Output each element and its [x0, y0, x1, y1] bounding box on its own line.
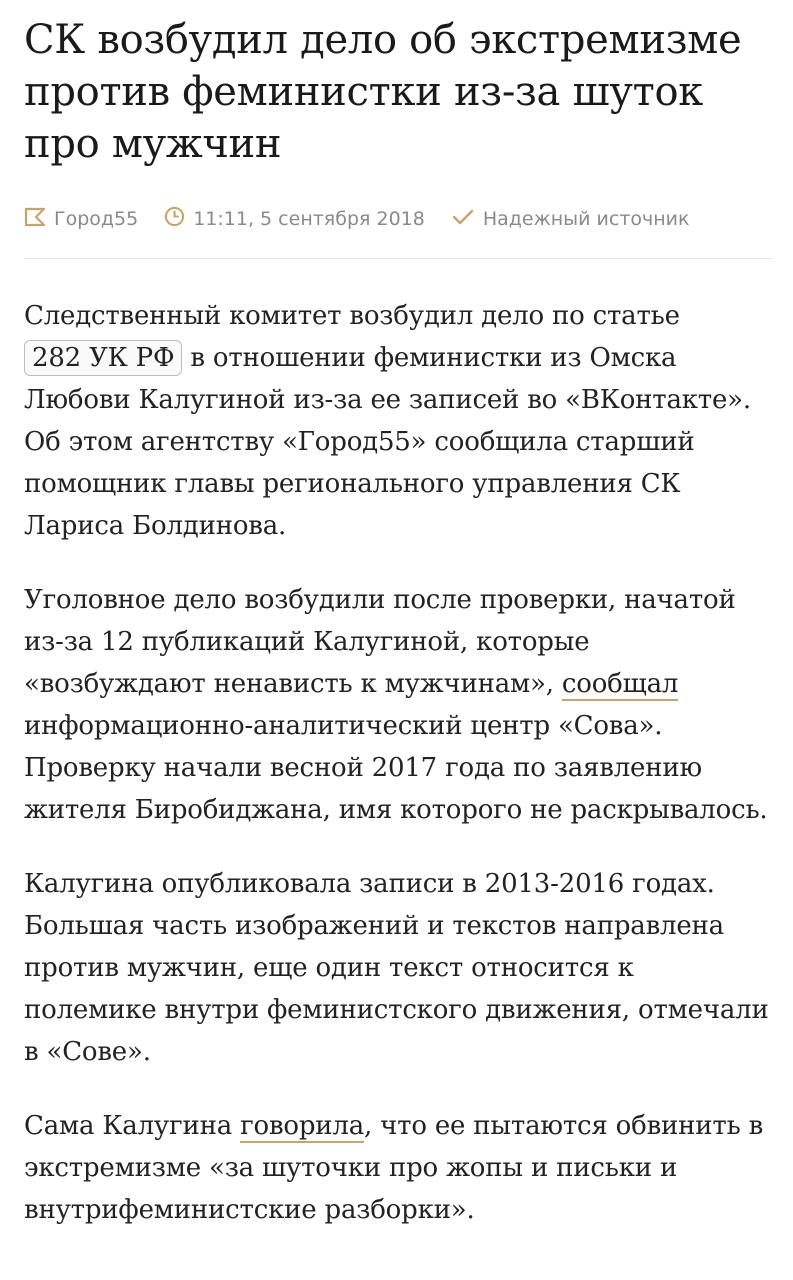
paragraph-1-text-b: в отношении феминистки из Омска Любови Калугиной из-за ее записей во «ВКонтакте». Об этом агентству «Город55» сообщила старший помощник главы регионального управления СК Лариса Болдинова. [24, 343, 751, 541]
publish-time [164, 206, 425, 232]
source-flag-icon [24, 207, 54, 232]
quote-source-link[interactable]: говорила [240, 1111, 365, 1141]
paragraph-4 [24, 1105, 772, 1231]
paragraph-2 [24, 579, 772, 831]
reliability-label: Надежный источник [482, 208, 690, 230]
paragraph-2-text-a: Уголовное дело возбудили после проверки, начатой из-за 12 публикаций Калугиной, которые «возбуждают ненависть к мужчинам», [24, 585, 736, 699]
paragraph-2-text-b: информационно-аналитический центр «Сова». Проверку начали весной 2017 года по заявлению жителя Биробиджана, имя которого не раскрывалось. [24, 711, 768, 825]
article-body [24, 295, 772, 1231]
paragraph-1 [24, 295, 772, 547]
paragraph-3: Калугина опубликовала записи в 2013-2016 годах. Большая часть изображений и текстов направлена против мужчин, еще один текст относится к полемике внутри феминистского движения, отмечали в «Сове». [24, 869, 769, 1067]
law-article-badge[interactable]: 282 УК РФ [24, 340, 182, 376]
checkmark-icon [451, 207, 483, 232]
publish-datetime: 11:11, 5 сентября 2018 [193, 208, 425, 230]
source-link[interactable] [24, 207, 138, 232]
reliability-badge [451, 207, 690, 232]
article [24, 14, 772, 1263]
article-title: СК возбудил дело об экстремизме против феминистки из-за шуток про мужчин [24, 17, 742, 167]
article-meta [24, 206, 772, 232]
meta-divider [24, 258, 772, 259]
paragraph-4-text-b: , что ее пытаются обвинить в экстремизме «за шуточки про жопы и письки и внутрифеминистские разборки». [24, 1111, 764, 1225]
sova-source-link[interactable]: сообщал [561, 669, 679, 699]
paragraph-1-text-a: Следственный комитет возбудил дело по статье [24, 301, 680, 331]
paragraph-4-text-a: Сама Калугина [24, 1111, 241, 1141]
clock-icon [164, 206, 193, 232]
source-name: Город55 [54, 208, 139, 230]
